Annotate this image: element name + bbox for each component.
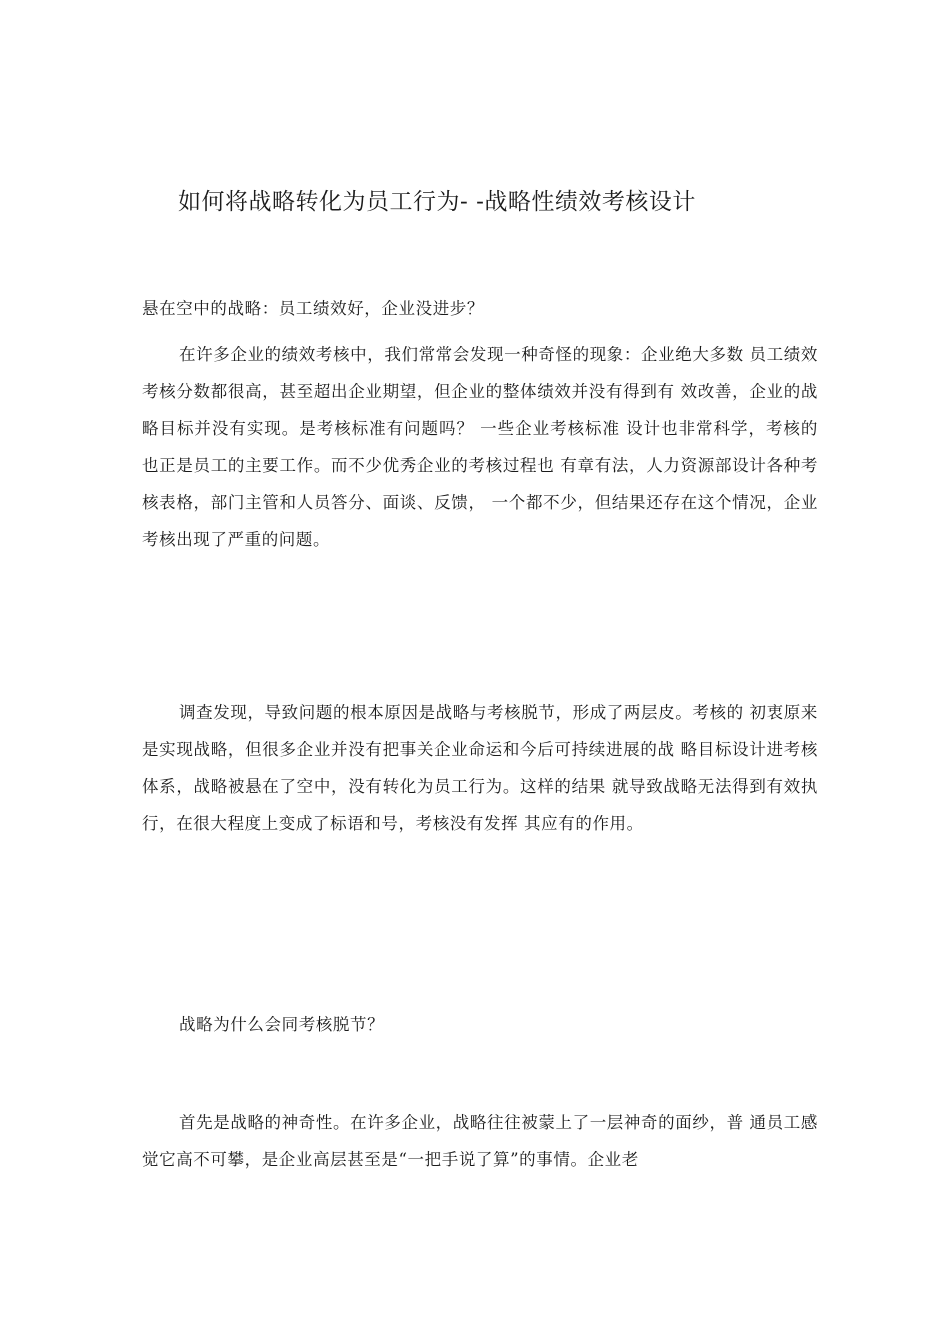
subheading-why-disconnect: 战略为什么会同考核脱节？ — [179, 1015, 385, 1034]
document-title: 如何将战略转化为员工行为- -战略性绩效考核设计 — [178, 189, 696, 215]
paragraph-investigation-finding: 调查发现，导致问题的根本原因是战略与考核脱节，形成了两层皮。考核的 初衷原来是实现战略，但很多企业并没有把事关企业命运和今后可持续进展的战 略目标设计进考核体系，战略被悬在了空中，没有转化为员工行为。这样的结果 就导致战略无法得到有效执行，在很大程度上变成了标语和号，考核没有发挥 其应有的作用。 — [142, 703, 818, 833]
paragraph-performance-phenomenon: 在许多企业的绩效考核中，我们常常会发现一种奇怪的现象：企业绝大多数 员工绩效考核分数都很高，甚至超出企业期望，但企业的整体绩效并没有得到有 效改善，企业的战略目标并没有实现。是考核标准有问题吗？ 一些企业考核标准 设计也非常科学，考核的也正是员工的主要工作。而不少优秀企业的考核过程也 有章有法，人力资源部设计各种考核表格，部门主管和人员答分、面谈、反馈， 一个都不少，但结果还存在这个情况，企业考核出现了严重的问题。 — [142, 345, 818, 549]
paragraph-strategy-mystery: 首先是战略的神奇性。在许多企业，战略往往被蒙上了一层神奇的面纱，普 通员工感觉它高不可攀，是企业高层甚至是“一把手说了算”的事情。企业老 — [142, 1113, 818, 1169]
subheading-strategy-in-air: 悬在空中的战略：员工绩效好，企业没进步？ — [142, 299, 484, 318]
